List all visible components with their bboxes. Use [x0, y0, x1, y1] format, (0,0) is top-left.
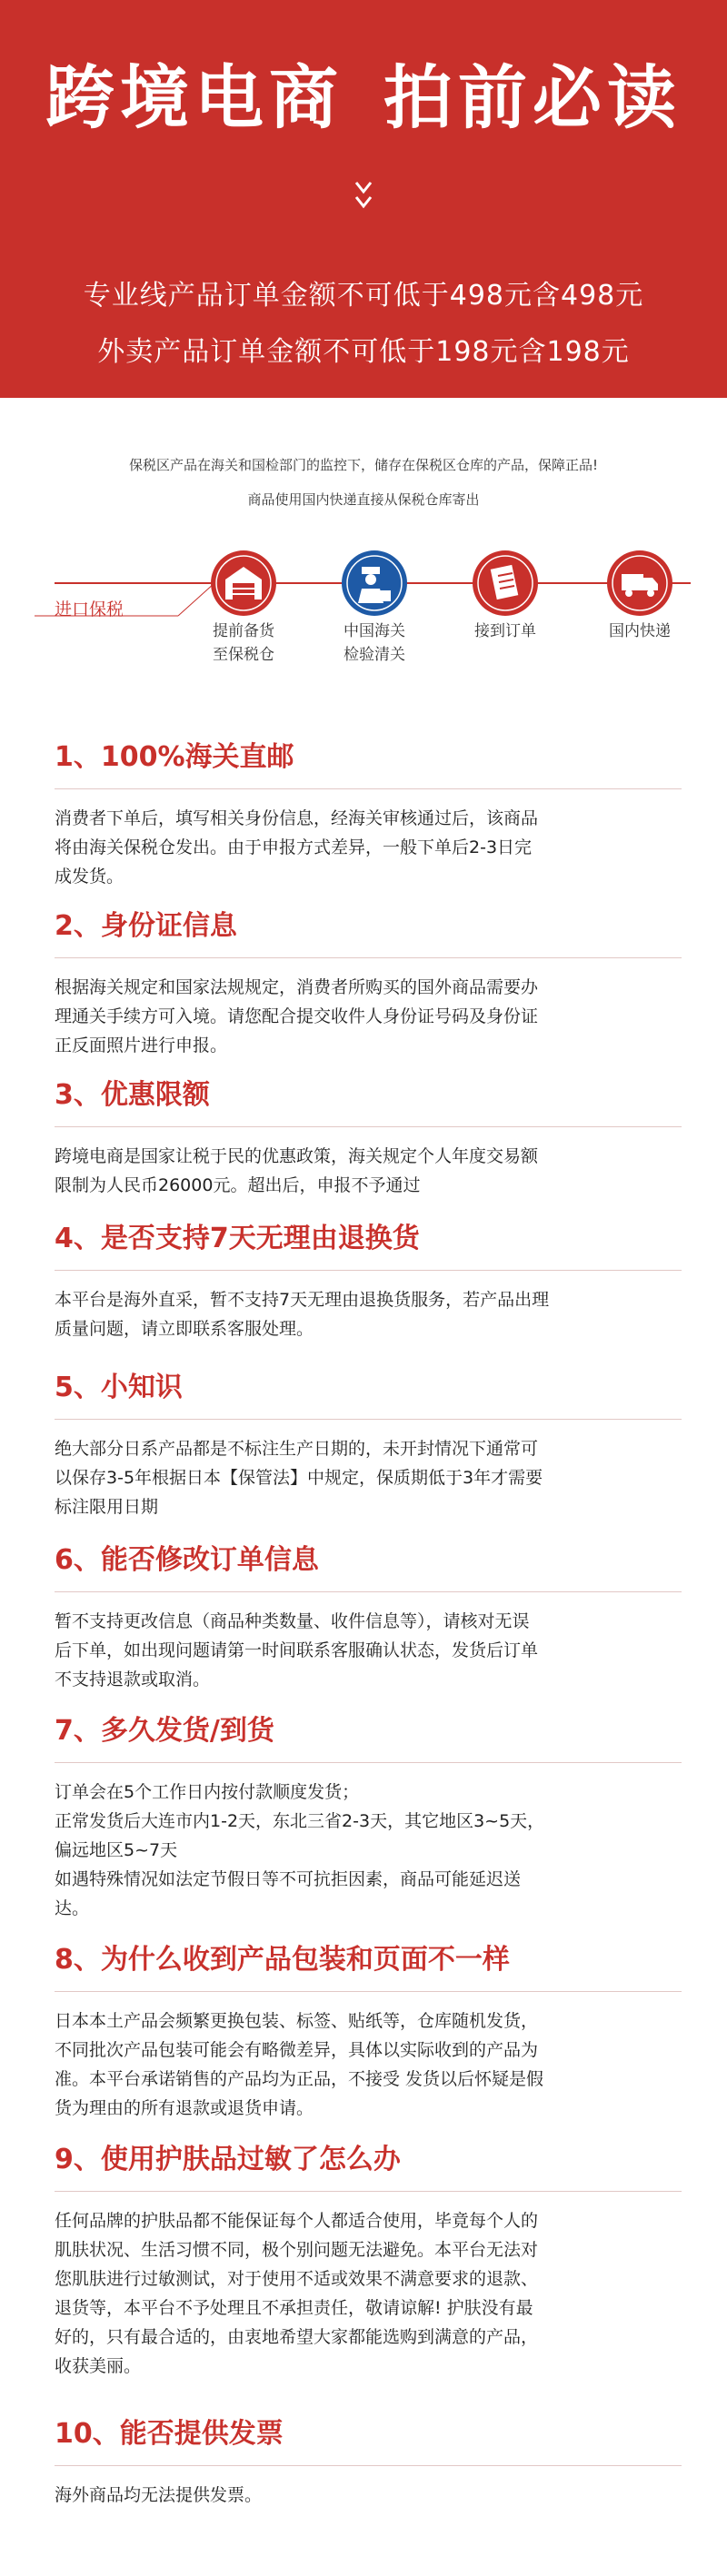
- headline-left: 跨境电商: [45, 57, 344, 138]
- section-divider: [55, 1419, 682, 1420]
- intro-notes: [0, 454, 727, 510]
- section-title: 9、使用护肤品过敏了怎么办: [55, 2144, 401, 2175]
- intro-note-1: 保税区产品在海关和国检部门的监控下，储存在保税区仓库的产品，保障正品!: [128, 457, 599, 473]
- step-label-4: 国内快递: [609, 622, 671, 640]
- section-divider: [55, 1591, 682, 1592]
- section-body: 订单会在5个工作日内按付款顺度发货； 正常发货后大连市内1-2天，东北三省2-3天，其它地区3~5天， 偏远地区5~7天 如遇特殊情况如法定节假日等不可抗拒因素，商品可能延迟送 达。: [55, 1782, 545, 1918]
- section-2: [55, 908, 682, 1060]
- section-7: [55, 1713, 682, 1923]
- section-body: 绝大部分日系产品都是不标注生产日期的，未开封情况下通常可 以保存3-5年根据日本【保管法】中规定，保质期低于3年才需要 标注限用日期: [55, 1439, 543, 1517]
- section-9: [55, 2142, 682, 2381]
- section-divider: [55, 1762, 682, 1763]
- section-10: [55, 2416, 682, 2510]
- section-body: 任何品牌的护肤品都不能保证每个人都适合使用，毕竟每个人的 肌肤状况、生活习惯不同，极个别问题无法避免。本平台无法对 您肌肤进行过敏测试，对于使用不适或效果不满意要求的退款、 退货等，本平台不予处理且不承担责任，敬请谅解! 护肤没有最 好的，只有最合适的，由衷地希望大家都能选购到满意的产品， 收获美丽。: [55, 2211, 539, 2376]
- section-3: [55, 1077, 682, 1200]
- section-divider: [55, 1991, 682, 1992]
- section-body: 本平台是海外直采，暂不支持7天无理由退换货服务，若产品出理 质量问题，请立即联系客服处理。: [55, 1290, 550, 1339]
- section-1: [55, 739, 682, 891]
- section-title: 8、为什么收到产品包装和页面不一样: [55, 1944, 510, 1976]
- section-body: 跨境电商是国家让税于民的优惠政策，海关规定个人年度交易额 限制为人民币26000元。超出后，申报不予通过: [55, 1146, 539, 1195]
- section-4: [55, 1221, 682, 1343]
- min-order-line-2: 外卖产品订单金额不可低于198元含198元: [97, 336, 630, 368]
- step-customs: [342, 550, 407, 616]
- section-divider: [55, 957, 682, 958]
- section-title: 4、是否支持7天无理由退换货: [55, 1223, 420, 1254]
- step-label-2: 中国海关 检验清关: [344, 622, 405, 664]
- header-banner: [0, 0, 727, 398]
- section-6: [55, 1542, 682, 1694]
- step-order: [473, 550, 538, 616]
- section-5: [55, 1370, 682, 1521]
- step-label-3: 接到订单: [474, 622, 536, 640]
- section-title: 2、身份证信息: [55, 910, 237, 942]
- section-divider: [55, 2191, 682, 2192]
- section-8: [55, 1942, 682, 2123]
- section-title: 10、能否提供发票: [55, 2418, 284, 2450]
- section-body: 根据海关规定和国家法规规定，消费者所购买的国外商品需要办 理通关手续方可入境。请您配合提交收件人身份证号码及身份证 正反面照片进行申报。: [55, 977, 539, 1055]
- section-title: 5、小知识: [55, 1372, 183, 1403]
- min-order-line-1: 专业线产品订单金额不可低于498元含498元: [83, 280, 644, 312]
- section-divider: [55, 2465, 682, 2466]
- section-title: 6、能否修改订单信息: [55, 1544, 319, 1576]
- step-delivery: [607, 550, 672, 616]
- step-label-1: 提前备货 至保税仓: [213, 622, 274, 664]
- section-title: 1、100%海关直邮: [55, 741, 294, 773]
- section-title: 7、多久发货/到货: [55, 1715, 274, 1747]
- intro-note-2: 商品使用国内快递直接从保税仓库寄出: [247, 491, 480, 508]
- section-body: 暂不支持更改信息（商品种类数量、收件信息等），请核对无误 后下单，如出现问题请第一时间联系客服确认状态，发货后订单 不支持退款或取消。: [55, 1611, 539, 1689]
- page-title: [0, 54, 727, 142]
- section-title: 3、优惠限额: [55, 1079, 210, 1111]
- section-divider: [55, 1126, 682, 1127]
- section-body: 海外商品均无法提供发票。: [55, 2485, 263, 2505]
- section-body: 日本本土产品会频繁更换包装、标签、贴纸等，仓库随机发货， 不同批次产品包装可能会有略微差异，具体以实际收到的产品为 准。本平台承诺销售的产品均为正品，不接受 发货以后怀疑是假 货为理由的所有退款或退货申请。: [55, 2011, 544, 2118]
- section-body: 消费者下单后，填写相关身份信息，经海关审核通过后，该商品 将由海关保税仓发出。由于申报方式差异，一般下单后2-3日完 成发货。: [55, 808, 539, 887]
- section-divider: [55, 1270, 682, 1271]
- flow-label: 进口保税: [55, 599, 124, 619]
- section-divider: [55, 788, 682, 789]
- headline-right: 拍前必读: [383, 57, 682, 138]
- double-chevron-down-icon: [353, 177, 374, 223]
- step-warehouse: [211, 550, 276, 616]
